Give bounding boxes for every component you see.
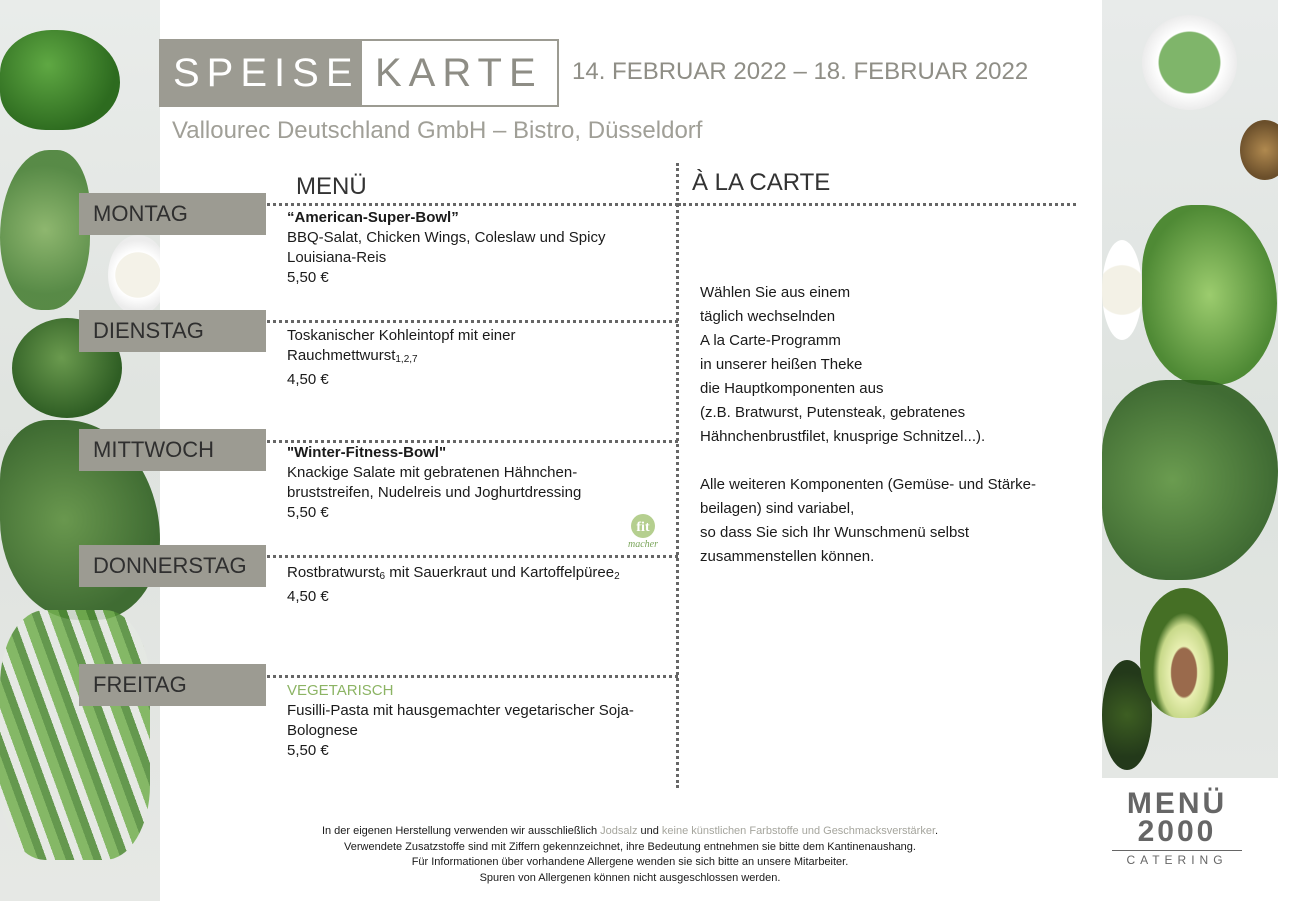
text-line: zusammenstellen können. xyxy=(700,548,875,565)
dish-price: 5,50 € xyxy=(287,269,329,286)
herb-image xyxy=(0,150,90,310)
allergen-code: 2 xyxy=(614,571,620,582)
logo-line-2: 2000 xyxy=(1137,815,1217,848)
text-line: (z.B. Bratwurst, Putensteak, gebratenes xyxy=(700,404,966,421)
menu-entry-dienstag xyxy=(287,326,587,390)
dish-description: Toskanischer Kohleintopf mit einer Rauchmettwurst xyxy=(287,327,516,364)
row-divider-freitag xyxy=(244,675,678,678)
text-line: Alle weiteren Komponenten (Gemüse- und Stärke- xyxy=(700,476,1037,493)
dish-description: Fusilli-Pasta mit hausgemachter vegetarischer Soja-Bolognese xyxy=(287,702,634,739)
a-la-carte-column-heading: À LA CARTE xyxy=(692,169,831,196)
avocado-half-image xyxy=(1140,588,1228,718)
svg-text:macher: macher xyxy=(628,539,658,550)
text-line: beilagen) sind variabel, xyxy=(700,500,855,517)
date-range: 14. FEBRUAR 2022 – 18. FEBRUAR 2022 xyxy=(572,58,1029,85)
column-divider xyxy=(676,163,679,788)
a-la-carte-description xyxy=(700,281,1080,593)
dish-price: 4,50 € xyxy=(287,371,329,388)
right-vegetable-photo xyxy=(1102,0,1278,778)
footer-line-4: Spuren von Allergenen können nicht ausgeschlossen werden. xyxy=(479,871,781,884)
a-la-carte-paragraph-2 xyxy=(700,473,1080,569)
footer-highlight: keine künstlichen Farbstoffe und Geschmacksverstärker xyxy=(661,825,935,837)
dish-description: Knackige Salate mit gebratenen Hähnchen-bruststreifen, Nudelreis und Joghurtdressing xyxy=(287,464,582,501)
day-label-mittwoch: MITTWOCH xyxy=(79,429,266,471)
text-line: Wählen Sie aus einem xyxy=(700,284,851,301)
dish-description-part2: mit Sauerkraut und Kartoffelpüree xyxy=(385,564,615,581)
footer-highlight: Jodsalz xyxy=(600,825,638,837)
dish-name: "Winter-Fitness-Bowl" xyxy=(287,444,447,461)
lettuce-image xyxy=(1142,205,1277,385)
dish-price: 5,50 € xyxy=(287,504,329,521)
peas-bowl-image xyxy=(1142,15,1237,110)
footer-line-2: Verwendete Zusatzstoffe sind mit Ziffern gekennzeichnet, ihre Bedeutung entnehmen sie bitte dem Kantinenaushang. xyxy=(344,840,916,853)
menu-entry-freitag xyxy=(287,681,657,761)
footer-text: In der eigenen Herstellung verwenden wir ausschließlich xyxy=(321,825,601,837)
bean-bowl-image xyxy=(108,235,160,315)
logo-line-1: MENÜ xyxy=(1126,787,1228,820)
row-divider-montag xyxy=(244,203,678,206)
herbs-image xyxy=(1102,380,1278,580)
logo-line-3: CATERING xyxy=(1112,850,1242,867)
svg-text:fit: fit xyxy=(636,520,650,535)
dish-name: “American-Super-Bowl” xyxy=(287,209,459,226)
footer-text: und xyxy=(637,825,662,837)
text-line: in unserer heißen Theke xyxy=(700,356,863,373)
menu-entry-montag xyxy=(287,208,667,288)
dish-price: 4,50 € xyxy=(287,588,329,605)
menu-entry-donnerstag xyxy=(287,563,667,607)
a-la-carte-divider xyxy=(678,203,1076,206)
footer-line-1 xyxy=(260,824,1000,840)
text-line: täglich wechselnden xyxy=(700,308,836,325)
fitmacher-logo-icon xyxy=(617,512,669,552)
a-la-carte-paragraph-1 xyxy=(700,281,1080,449)
allergen-codes: 1,2,7 xyxy=(395,354,418,365)
day-label-donnerstag: DONNERSTAG xyxy=(79,545,266,587)
bean-bowl-image xyxy=(1102,240,1142,340)
menu-column-heading: MENÜ xyxy=(296,173,367,200)
footer-text: . xyxy=(935,825,939,837)
text-line: die Hauptkomponenten aus xyxy=(700,380,884,397)
day-label-freitag: FREITAG xyxy=(79,664,266,706)
text-line: A la Carte-Programm xyxy=(700,332,841,349)
green-beans-image xyxy=(0,610,150,860)
dish-description-part1: Rostbratwurst xyxy=(287,564,380,581)
company-name: Vallourec Deutschland GmbH – Bistro, Düsseldorf xyxy=(172,117,703,144)
text-line: Hähnchenbrustfilet, knusprige Schnitzel...). xyxy=(700,428,986,445)
green-pepper-image xyxy=(0,30,120,130)
row-divider-donnerstag xyxy=(244,555,678,558)
row-divider-dienstag xyxy=(244,320,678,323)
menu2000-logo xyxy=(1112,787,1242,867)
day-label-dienstag: DIENSTAG xyxy=(79,310,266,352)
title-karte: KARTE xyxy=(375,51,543,95)
footer-notice xyxy=(260,824,1000,886)
vegetarian-tag: VEGETARISCH xyxy=(287,682,394,699)
menu-entry-mittwoch xyxy=(287,443,607,523)
footer-line-3: Für Informationen über vorhandene Allergene wenden sie sich bitte an unsere Mitarbeiter. xyxy=(411,856,849,868)
allergen-code: 6 xyxy=(379,571,386,582)
page-title-box xyxy=(159,39,559,107)
dish-price: 5,50 € xyxy=(287,742,329,759)
title-speise: SPEISE xyxy=(161,41,362,105)
dish-description: BBQ-Salat, Chicken Wings, Coleslaw und Spicy Louisiana-Reis xyxy=(287,229,606,266)
kiwi-image xyxy=(1240,120,1278,180)
day-label-montag: MONTAG xyxy=(79,193,266,235)
text-line: so dass Sie sich Ihr Wunschmenü selbst xyxy=(700,524,970,541)
